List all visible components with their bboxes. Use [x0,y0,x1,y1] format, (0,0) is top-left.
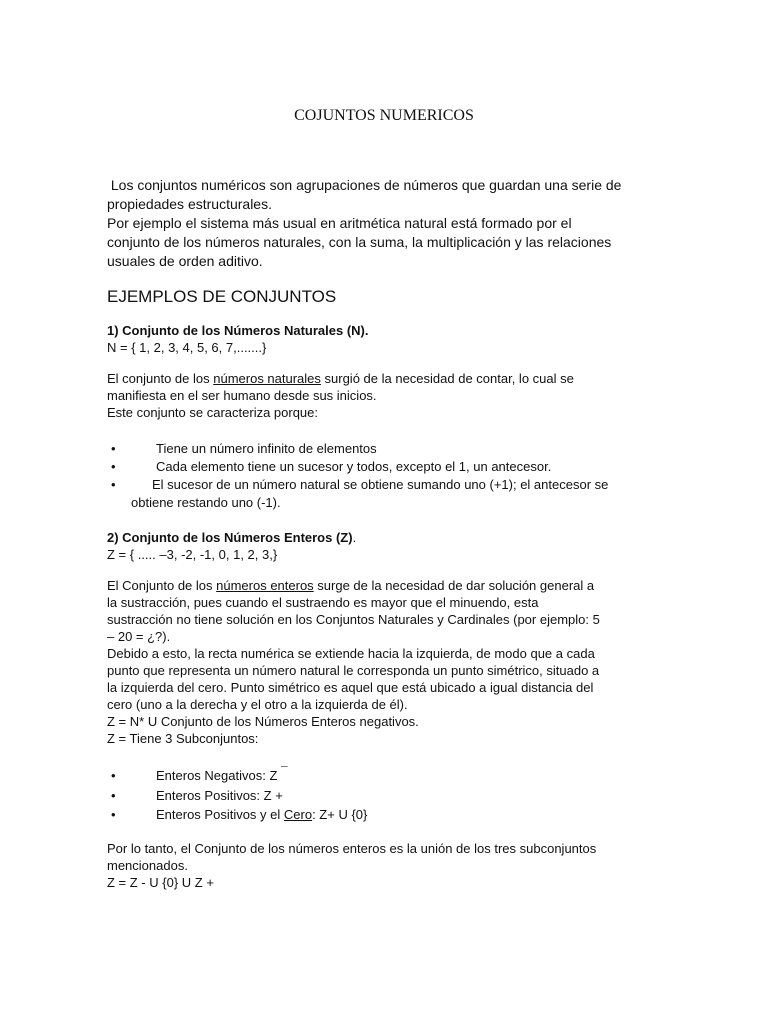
integers-line: Z = Tiene 3 Subconjuntos: [107,731,259,746]
text-run: . [352,530,357,545]
intro-paragraph [107,176,667,271]
text-run: El Conjunto de los [107,578,217,593]
bullet-continuation: obtiene restando uno (-1). [131,495,281,510]
naturals-set: N = { 1, 2, 3, 4, 5, 6, 7,.......} [107,340,267,355]
text-run: Enteros Positivos y el [156,807,284,822]
superscript-minus: ¯ [281,764,288,778]
integers-line [107,577,667,594]
conclusion-line: mencionados. [107,858,188,873]
examples-heading: EJEMPLOS DE CONJUNTOS [107,287,337,306]
bullet-text [156,764,288,785]
intro-line: usuales de orden aditivo. [107,253,263,269]
text-run: El conjunto de los [107,371,214,386]
intro-line: Los conjuntos numéricos son agrupaciones de números que guardan una serie de [107,177,622,193]
naturals-section [107,322,667,356]
integers-conclusion [107,840,667,891]
conclusion-line: Z = Z - U {0} U Z + [107,875,214,890]
integers-section [107,529,667,563]
integers-line: Debido a esto, la recta numérica se extiende hacia la izquierda, de modo que a cada [107,646,595,661]
naturals-line: Este conjunto se caracteriza porque: [107,405,319,420]
page-title: COJUNTOS NUMERICOS [294,107,474,124]
integers-heading-line [107,529,667,546]
list-item [111,806,671,825]
list-item [111,458,671,476]
bullet-icon: • [111,807,116,822]
integers-subsets-list [111,764,671,825]
integers-line: punto que representa un número natural le corresponda un punto simétrico, situado a [107,663,600,678]
bullet-text: Tiene un número infinito de elementos [156,441,377,456]
cero-link[interactable]: Cero [283,807,313,822]
list-item [111,440,671,458]
bullet-icon: • [111,477,116,492]
intro-line: propiedades estructurales. [107,196,272,212]
bullet-icon: • [111,788,116,803]
intro-line: Por ejemplo el sistema más usual en aritmética natural está formado por el [107,215,572,231]
bullet-text: Enteros Positivos: Z + [156,788,283,803]
bullet-icon: • [111,459,116,474]
bullet-text [156,806,367,823]
integers-line: – 20 = ¿?). [107,629,171,644]
integers-line: Z = N* U Conjunto de los Números Enteros negativos. [107,714,419,729]
naturals-line: manifiesta en el ser humano desde sus inicios. [107,388,377,403]
integers-set: Z = { ..... –3, -2, -1, 0, 1, 2, 3,} [107,547,278,562]
naturals-line [107,370,667,387]
bullet-text: Cada elemento tiene un sucesor y todos, excepto el 1, un antecesor. [156,459,552,474]
conclusion-line: Por lo tanto, el Conjunto de los números enteros es la unión de los tres subconjuntos [107,841,597,856]
naturals-bullets [111,440,671,511]
integers-line: cero (uno a la derecha y el otro a la izquierda de él). [107,697,408,712]
naturals-heading: 1) Conjunto de los Números Naturales (N). [107,323,369,338]
list-item [111,787,671,806]
bullet-text: El sucesor de un número natural se obtiene sumando uno (+1); el antecesor se [152,477,609,492]
integers-line: la sustracción, pues cuando el sustraendo es mayor que el minuendo, esta [107,595,539,610]
text-run: Enteros Negativos: Z [156,768,278,783]
list-item [111,764,671,787]
integers-line: sustracción no tiene solución en los Conjuntos Naturales y Cardinales (por ejemplo: 5 [107,612,600,627]
text-run: : Z+ U {0} [312,807,368,822]
integers-paragraph [107,577,667,747]
intro-line: conjunto de los números naturales, con la suma, la multiplicación y las relaciones [107,234,612,250]
list-item [111,476,671,494]
bullet-icon: • [111,441,116,456]
text-run: surge de la necesidad de dar solución general a [313,578,595,593]
numeros-enteros-link[interactable]: números enteros [216,578,314,593]
naturals-paragraph [107,370,667,421]
numeros-naturales-link[interactable]: números naturales [213,371,321,386]
integers-line: la izquierda del cero. Punto simétrico es aquel que está ubicado a igual distancia del [107,680,594,695]
text-run: surgió de la necesidad de contar, lo cual se [320,371,574,386]
integers-heading: 2) Conjunto de los Números Enteros (Z) [107,530,353,545]
bullet-icon: • [111,768,116,783]
